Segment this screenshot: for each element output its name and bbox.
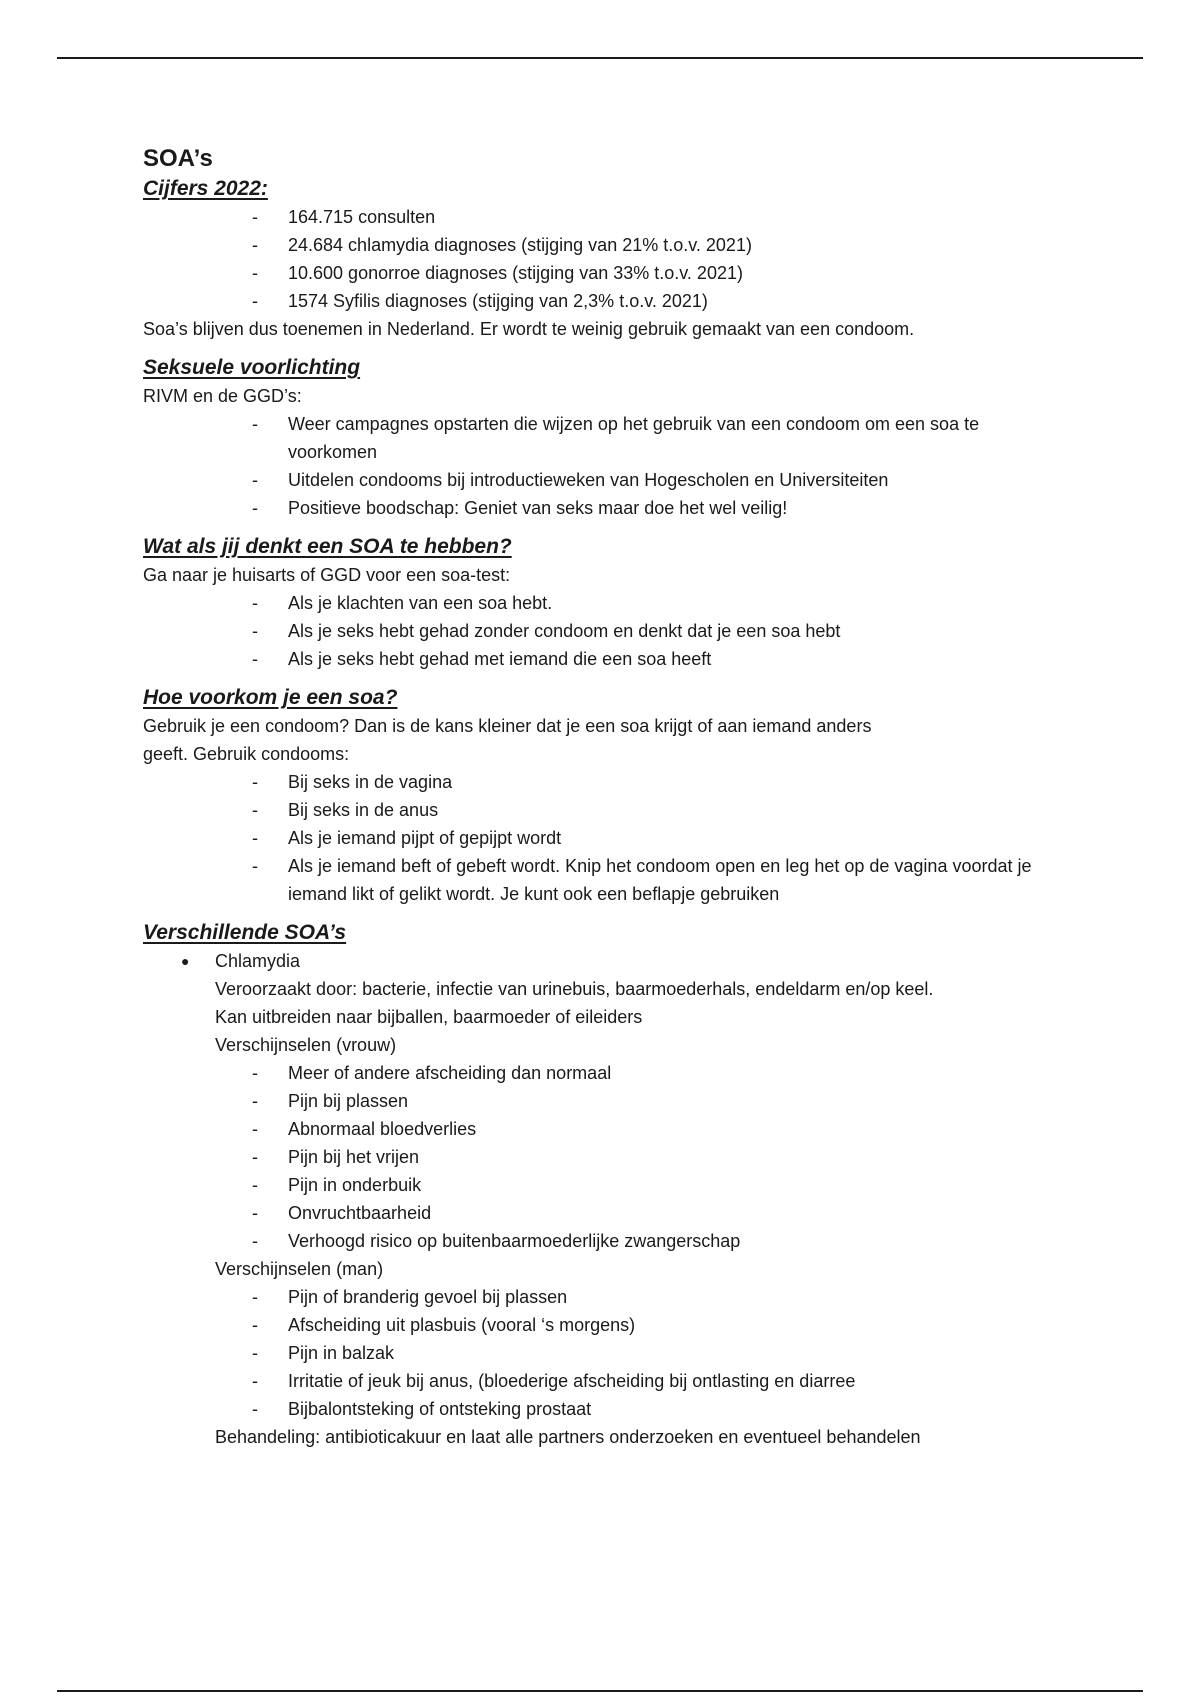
chlamydia-cause-line1: Veroorzaakt door: bacterie, infectie van urinebuis, baarmoederhals, endeldarm en/op keel. [215, 979, 934, 999]
vrouw-list [215, 1059, 1063, 1255]
cijfers-heading: Cijfers 2022: [143, 177, 268, 200]
list-item: - Meer of andere afscheiding dan normaal [215, 1059, 1063, 1087]
bottom-rule [57, 1690, 1143, 1692]
vrouw-label: Verschijnselen (vrouw) [215, 1035, 397, 1055]
list-item: - Abnormaal bloedverlies [215, 1115, 1063, 1143]
voorlichting-list [143, 410, 1063, 522]
list-item: - Bij seks in de anus [143, 796, 1063, 824]
chlamydia-cause-line2: Kan uitbreiden naar bijballen, baarmoeder of eileiders [215, 1007, 643, 1027]
denken-list [143, 589, 1063, 673]
list-item: - Weer campagnes opstarten die wijzen op het gebruik van een condoom om een soa te voorkomen [143, 410, 1063, 466]
verschillende-heading: Verschillende SOA’s [143, 921, 347, 944]
man-list [215, 1283, 1063, 1423]
cijfers-list [143, 203, 1063, 315]
voorlichting-section [143, 354, 1063, 522]
list-item: - Als je seks hebt gehad met iemand die een soa heeft [143, 645, 1063, 673]
list-item: - Onvruchtbaarheid [215, 1199, 1063, 1227]
man-list-wrapper [215, 1283, 1063, 1423]
list-item: - 24.684 chlamydia diagnoses (stijging van 21% t.o.v. 2021) [143, 231, 1063, 259]
list-item: - Pijn of branderig gevoel bij plassen [215, 1283, 1063, 1311]
list-item: - Pijn bij het vrijen [215, 1143, 1063, 1171]
document-body [143, 143, 1063, 1451]
denken-section [143, 533, 1063, 673]
list-item: - 10.600 gonorroe diagnoses (stijging van 33% t.o.v. 2021) [143, 259, 1063, 287]
voorkomen-heading: Hoe voorkom je een soa? [143, 686, 398, 709]
cijfers-section [143, 175, 1063, 343]
top-rule [57, 57, 1143, 59]
list-item: - Afscheiding uit plasbuis (vooral ‘s morgens) [215, 1311, 1063, 1339]
list-item: - Als je seks hebt gehad zonder condoom en denkt dat je een soa hebt [143, 617, 1063, 645]
voorlichting-intro: RIVM en de GGD’s: [143, 386, 302, 406]
list-item: - Pijn in onderbuik [215, 1171, 1063, 1199]
list-item: - Positieve boodschap: Geniet van seks maar doe het wel veilig! [143, 494, 1063, 522]
list-item: - Irritatie of jeuk bij anus, (bloederige afscheiding bij ontlasting en diarree [215, 1367, 1063, 1395]
vrouw-list-wrapper [215, 1059, 1063, 1255]
voorkomen-intro-line1: Gebruik je een condoom? Dan is de kans kleiner dat je een soa krijgt of aan iemand anders [143, 716, 872, 736]
denken-intro: Ga naar je huisarts of GGD voor een soa-test: [143, 565, 511, 585]
list-item: - Verhoogd risico op buitenbaarmoederlijke zwangerschap [215, 1227, 1063, 1255]
list-item: - 1574 Syfilis diagnoses (stijging van 2,3% t.o.v. 2021) [143, 287, 1063, 315]
voorkomen-section [143, 684, 1063, 908]
list-item: - Als je iemand pijpt of gepijpt wordt [143, 824, 1063, 852]
voorkomen-intro-line2: geeft. Gebruik condooms: [143, 744, 350, 764]
verschillende-section [143, 919, 1063, 1451]
chlamydia-block [143, 947, 1063, 1451]
page-title: SOA’s [143, 145, 213, 172]
bullet-icon: ● [181, 953, 190, 969]
list-item: - Pijn bij plassen [215, 1087, 1063, 1115]
list-item: - Bij seks in de vagina [143, 768, 1063, 796]
denken-heading: Wat als jij denkt een SOA te hebben? [143, 535, 512, 558]
voorlichting-heading: Seksuele voorlichting [143, 356, 361, 379]
list-item: - Uitdelen condooms bij introductieweken van Hogescholen en Universiteiten [143, 466, 1063, 494]
list-item: - Als je klachten van een soa hebt. [143, 589, 1063, 617]
list-item: - Pijn in balzak [215, 1339, 1063, 1367]
list-item: - Als je iemand beft of gebeft wordt. Knip het condoom open en leg het op de vagina voordat je iemand likt of gelikt wordt. Je kunt ook een beflapje gebruiken [143, 852, 1063, 908]
chlamydia-name: Chlamydia [215, 951, 301, 971]
voorkomen-list [143, 768, 1063, 908]
cijfers-conclusion: Soa’s blijven dus toenemen in Nederland. Er wordt te weinig gebruik gemaakt van een condoom. [143, 319, 915, 339]
list-item: - Bijbalontsteking of ontsteking prostaat [215, 1395, 1063, 1423]
chlamydia-treatment: Behandeling: antibioticakuur en laat alle partners onderzoeken en eventueel behandelen [215, 1427, 921, 1447]
list-item: - 164.715 consulten [143, 203, 1063, 231]
man-label: Verschijnselen (man) [215, 1259, 384, 1279]
